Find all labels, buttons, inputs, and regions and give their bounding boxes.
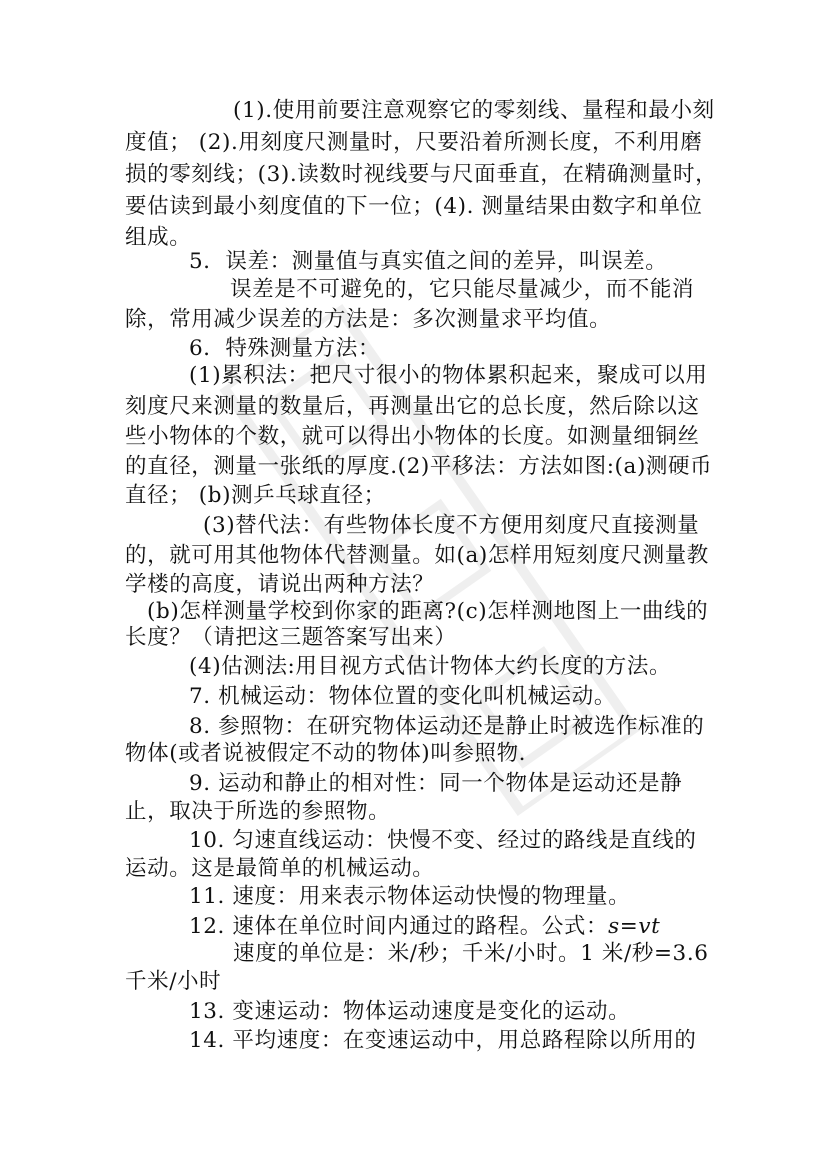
text-segment: 12. 速体在单位时间内通过的路程。公式： [189,914,609,939]
formula: s=vt [608,914,661,939]
text-line: 9. 运动和静止的相对性：同一个物体是运动还是静 [189,771,683,796]
text-line: 千米/小时 [125,969,222,994]
text-line: 刻度尺来测量的数量后，再测量出它的总长度，然后除以这 [125,394,700,419]
text-line: 物体(或者说被假定不动的物体)叫参照物. [125,741,527,766]
text-line: 7. 机械运动：物体位置的变化叫机械运动。 [189,684,616,709]
text-line: 14. 平均速度：在变速运动中，用总路程除以所用的 [189,1028,697,1053]
text-line: 13. 变速运动：物体运动速度是变化的运动。 [189,999,631,1024]
text-line: (1)累积法：把尺寸很小的物体累积起来，聚成可以用 [189,363,708,388]
text-line: 除，常用减少误差的方法是：多次测量求平均值。 [125,307,612,332]
text-line: 的直径，测量一张纸的厚度.(2)平移法：方法如图:(a)测硬币 [125,454,713,479]
text-line: (3)替代法：有些物体长度不方便用刻度尺直接测量 [203,513,700,538]
text-line: 11. 速度：用来表示物体运动快慢的物理量。 [189,884,631,909]
text-line: (b)怎样测量学校到你家的距离?(c)怎样测地图上一曲线的 [147,599,709,624]
text-line: 止，取决于所选的参照物。 [125,799,391,824]
text-line: 组成。 [125,225,192,250]
text-line: 误差是不可避免的，它只能尽量减少，而不能消 [230,277,695,302]
text-line: 5．误差：测量值与真实值之间的差异，叫误差。 [189,249,668,274]
text-line: 6．特殊测量方法： [189,336,381,361]
text-line: 8. 参照物：在研究物体运动还是静止时被选作标准的 [189,714,705,739]
text-line: 度值； (2).用刻度尺测量时，尺要沿着所测长度，不利用磨 [125,130,703,155]
text-line: 些小物体的个数，就可以得出小物体的长度。如测量细铜丝 [125,424,700,449]
text-line: 要估读到最小刻度值的下一位；(4). 测量结果由数字和单位 [125,194,703,219]
text-line: 直径； (b)测乒乓球直径； [125,483,386,508]
text-line: 10. 匀速直线运动：快慢不变、经过的路线是直线的 [189,828,697,853]
text-line [189,912,660,942]
text-line: (1).使用前要注意观察它的零刻线、量程和最小刻 [233,98,715,123]
text-line: 学楼的高度，请说出两种方法？ [125,572,435,597]
text-line: 运动。这是最简单的机械运动。 [125,856,435,881]
text-line: (4)估测法:用目视方式估计物体大约长度的方法。 [189,654,672,679]
text-line: 速度的单位是：米/秒；千米/小时。1 米/秒=3.6 [233,941,709,966]
text-line: 损的零刻线；(3).读数时视线要与尺面垂直，在精确测量时， [125,162,718,187]
text-line: 长度？（请把这三题答案写出来） [125,625,457,650]
text-line: 的，就可用其他物体代替测量。如(a)怎样用短刻度尺测量教 [125,543,709,568]
